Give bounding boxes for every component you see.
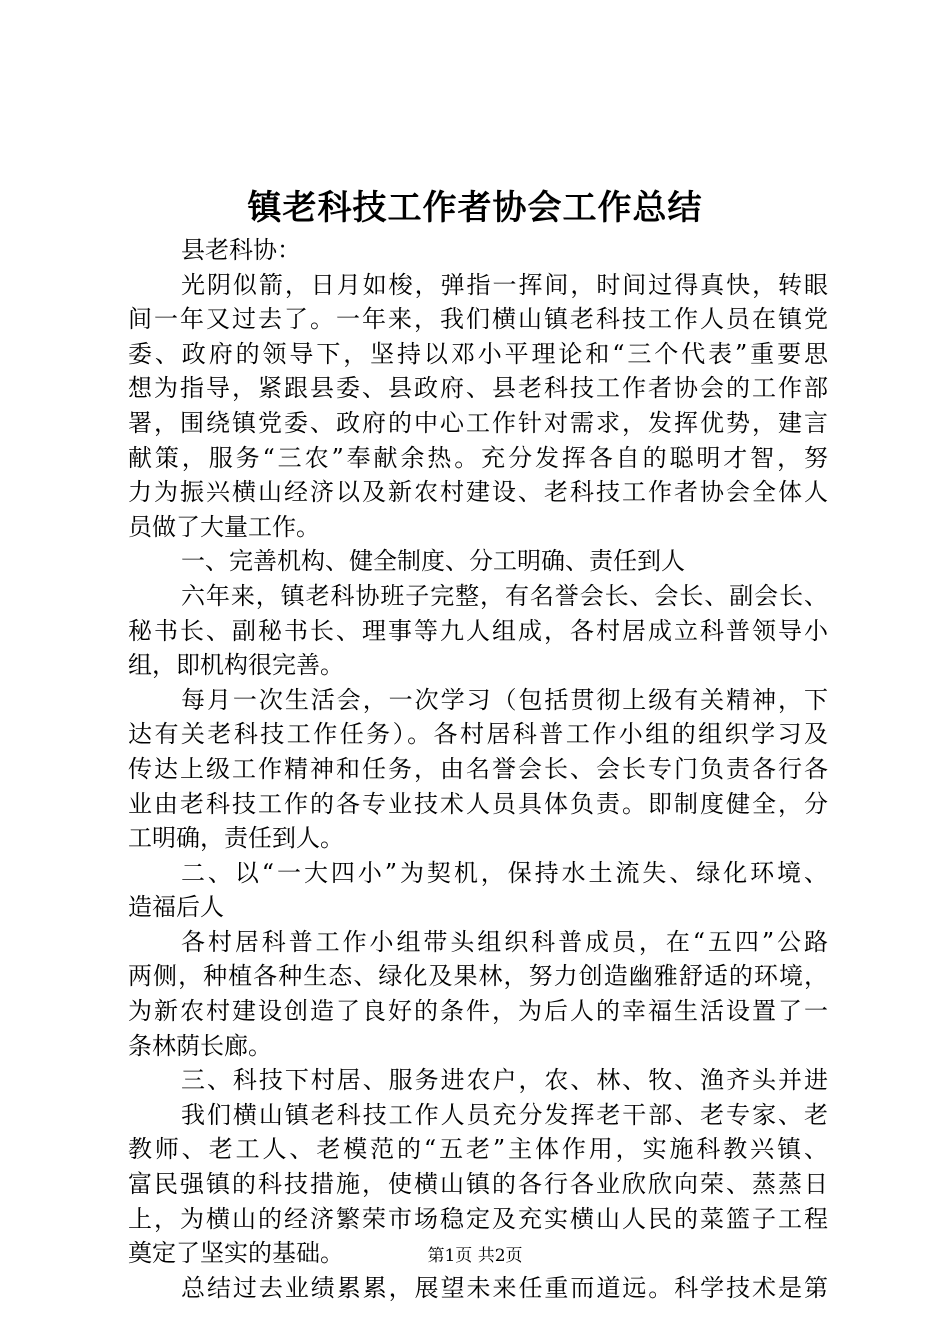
body-line: 组，即机构很完善。 xyxy=(128,651,344,680)
body-line: 想为指导，紧跟县委、县政府、县老科技工作者协会的工作部 xyxy=(128,374,828,403)
body-line: 每月一次生活会，一次学习（包括贯彻上级有关精神，下 xyxy=(181,685,828,714)
body-line: 委、政府的领导下，坚持以邓小平理论和“三个代表”重要思 xyxy=(128,339,828,368)
body-line: 传达上级工作精神和任务，由名誉会长、会长专门负责各行各 xyxy=(128,754,828,783)
body-line: 六年来，镇老科协班子完整，有名誉会长、会长、副会长、 xyxy=(181,581,828,610)
body-line: 间一年又过去了。一年来，我们横山镇老科技工作人员在镇党 xyxy=(128,305,828,334)
body-line: 教师、老工人、老模范的“五老”主体作用，实施科教兴镇、 xyxy=(128,1135,828,1164)
section-heading-2-continued: 造福后人 xyxy=(128,893,224,922)
body-line: 员做了大量工作。 xyxy=(128,512,320,541)
salutation-line: 县老科协： xyxy=(181,236,301,264)
body-line: 条林荫长廊。 xyxy=(128,1031,272,1060)
page-number-footer: 第1页 共2页 xyxy=(427,1246,523,1266)
section-heading-2: 二、以“一大四小”为契机，保持水土流失、绿化环境、 xyxy=(181,858,828,887)
body-line: 光阴似箭，日月如梭，弹指一挥间，时间过得真快，转眼 xyxy=(181,270,828,299)
body-line: 署，围绕镇党委、政府的中心工作针对需求，发挥优势，建言 xyxy=(128,408,828,437)
body-line: 各村居科普工作小组带头组织科普成员，在“五四”公路 xyxy=(181,927,828,956)
section-heading-3: 三、科技下村居、服务进农户，农、林、牧、渔齐头并进 xyxy=(181,1066,828,1095)
body-line: 工明确，责任到人。 xyxy=(128,824,344,853)
document-title: 镇老科技工作者协会工作总结 xyxy=(247,188,703,228)
body-line: 献策，服务“三农”奉献余热。充分发挥各自的聪明才智，努 xyxy=(128,443,828,472)
body-line: 秘书长、副秘书长、理事等九人组成，各村居成立科普领导小 xyxy=(128,616,828,645)
body-line: 力为振兴横山经济以及新农村建设、老科技工作者协会全体人 xyxy=(128,478,828,507)
body-line: 奠定了坚实的基础。 xyxy=(128,1239,344,1268)
document-body xyxy=(128,233,828,1305)
body-line: 总结过去业绩累累，展望未来任重而道远。科学技术是第 xyxy=(181,1273,828,1302)
body-line: 达有关老科技工作任务）。各村居科普工作小组的组织学习及 xyxy=(128,720,828,749)
body-line: 上，为横山的经济繁荣市场稳定及充实横山人民的菜篮子工程 xyxy=(128,1204,828,1233)
body-line: 两侧，种植各种生态、绿化及果林，努力创造幽雅舒适的环境， xyxy=(128,962,828,991)
body-line: 为新农村建设创造了良好的条件，为后人的幸福生活设置了一 xyxy=(128,997,828,1026)
body-line: 富民强镇的科技措施，使横山镇的各行各业欣欣向荣、蒸蒸日 xyxy=(128,1170,828,1199)
body-line: 业由老科技工作的各专业技术人员具体负责。即制度健全，分 xyxy=(128,789,828,818)
section-heading-1: 一、完善机构、健全制度、分工明确、责任到人 xyxy=(181,547,685,576)
body-line: 我们横山镇老科技工作人员充分发挥老干部、老专家、老 xyxy=(181,1100,828,1129)
